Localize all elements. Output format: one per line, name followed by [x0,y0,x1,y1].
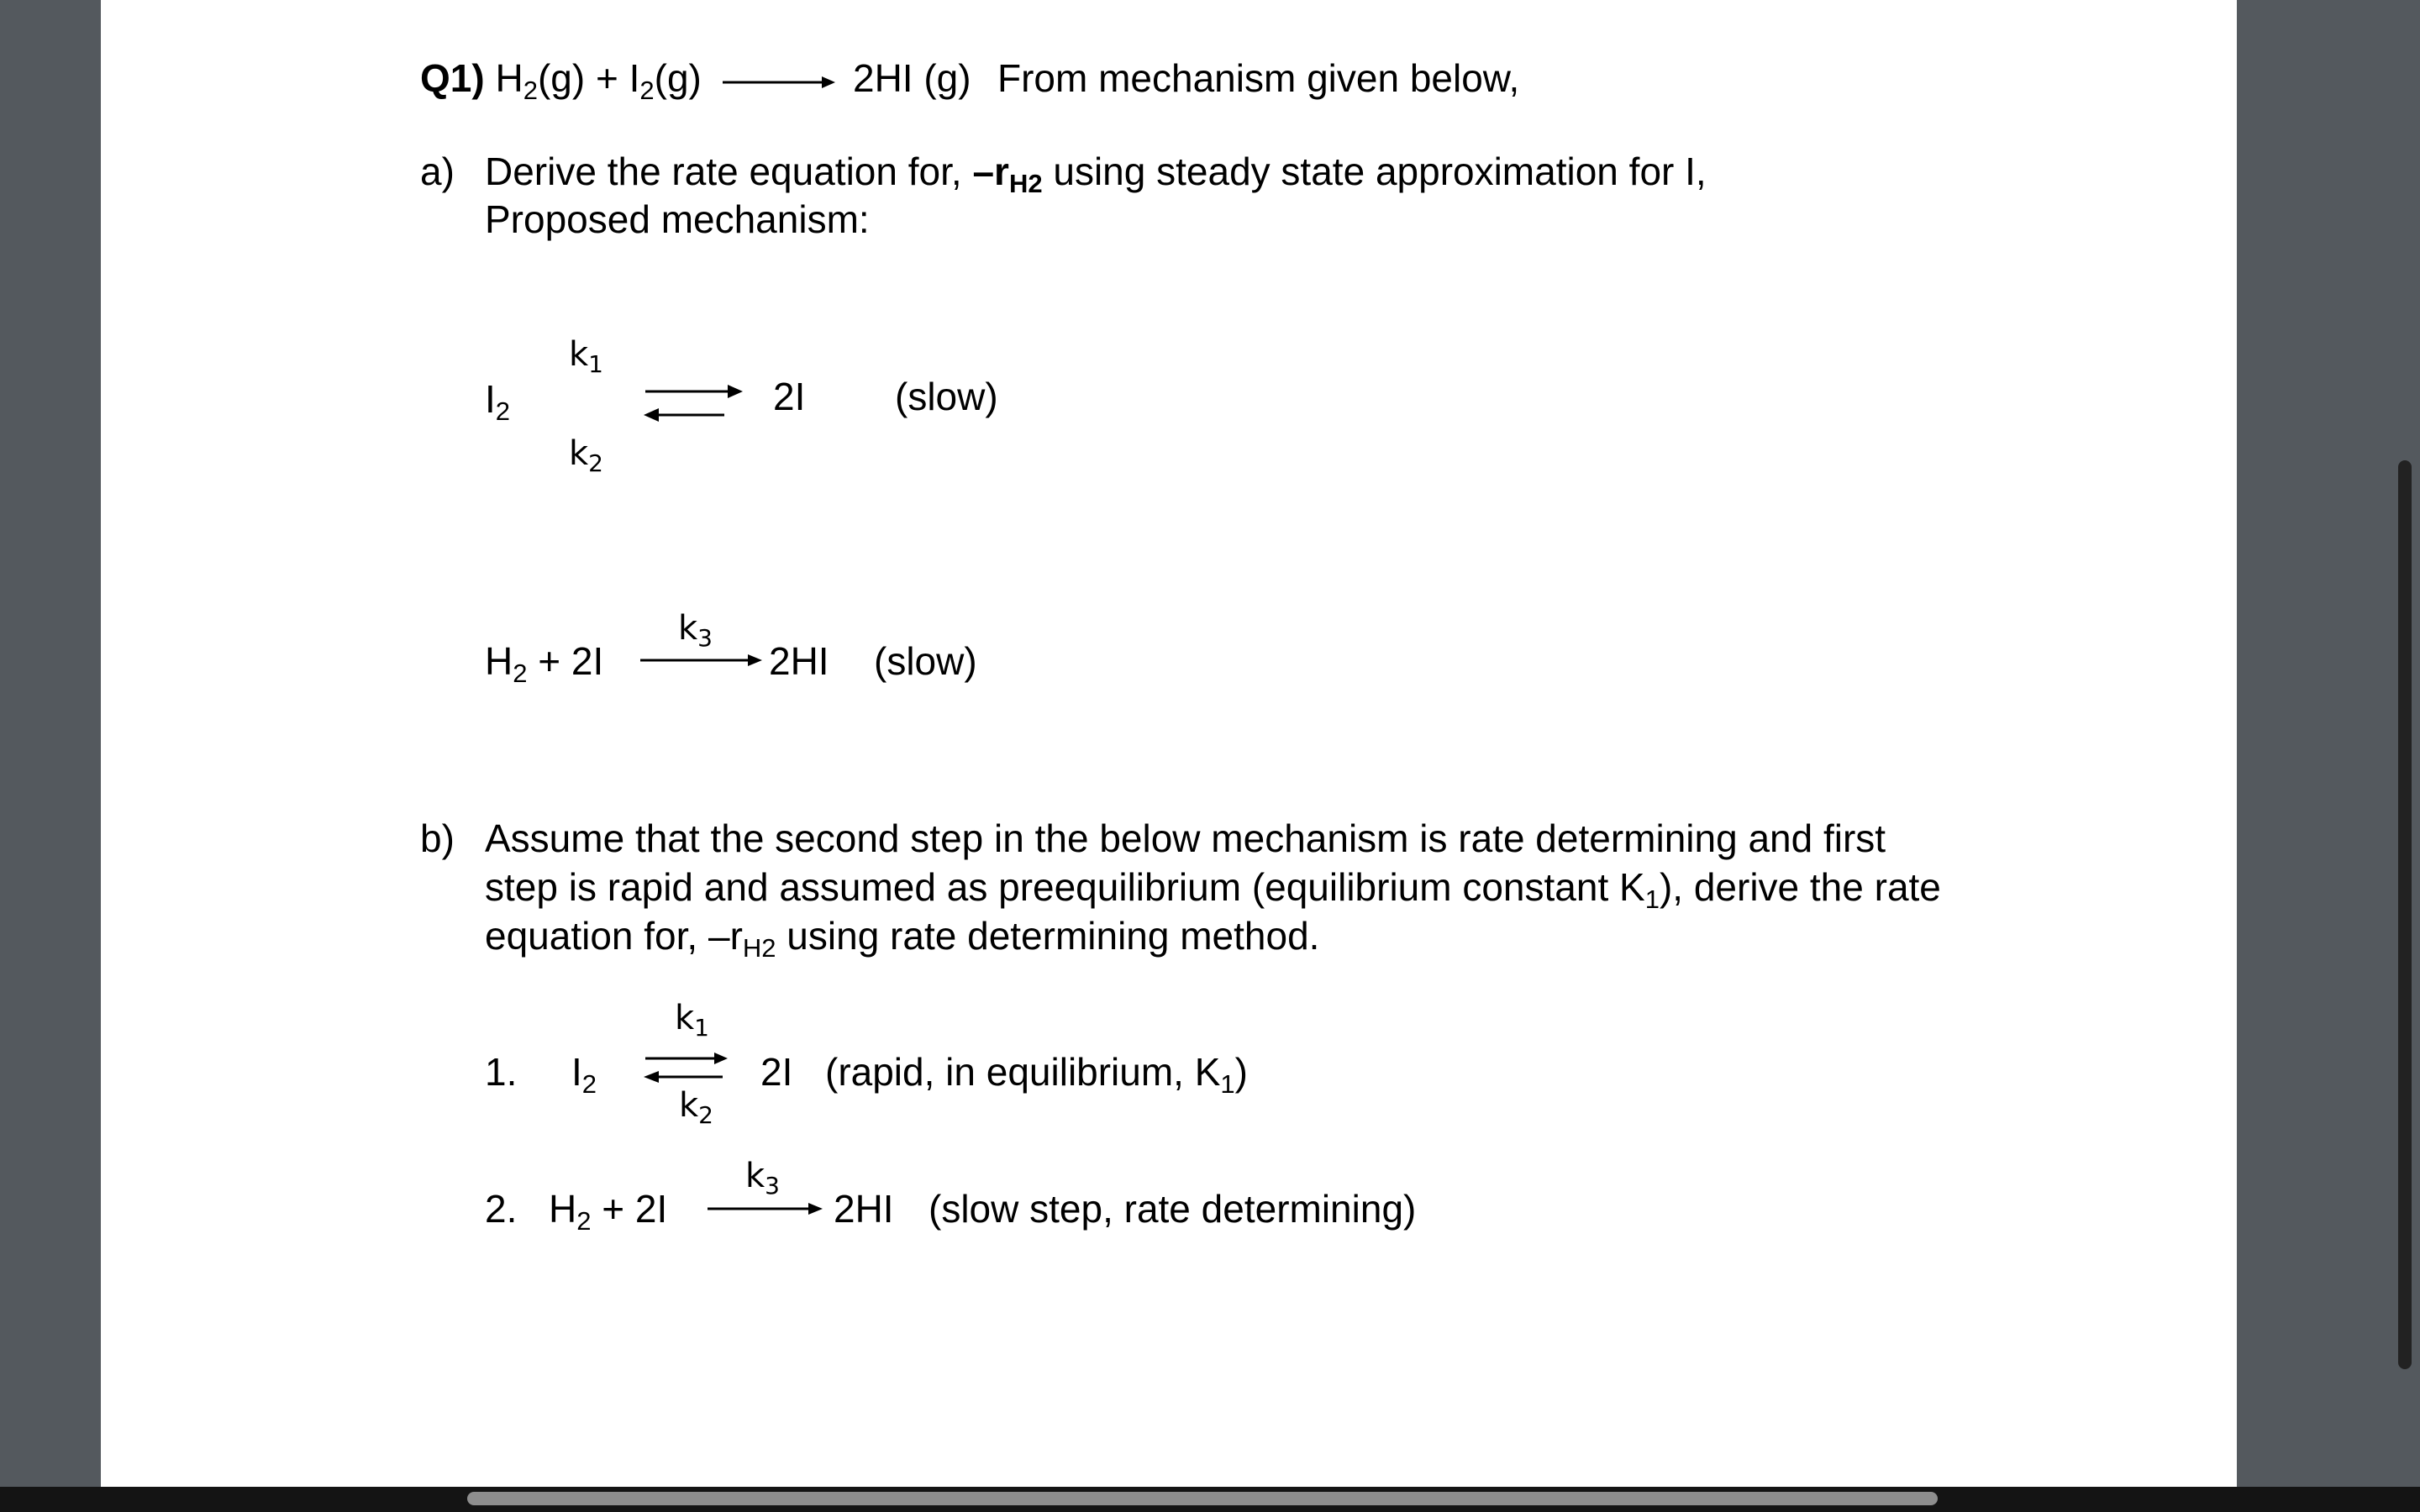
a-step2-note: (slow) [874,639,977,683]
a-step1-k-reverse: $k_2$ [569,434,603,477]
document-page [101,0,2237,1487]
q1-line [420,56,702,105]
b-step2-k: $k_3$ [745,1157,780,1200]
part-a-line2: Proposed mechanism: [485,197,870,241]
part-b-line2: step is rapid and assumed as preequilibrium (equilibrium constant K1), derive the rate [485,865,1941,914]
b-step1-note: (rapid, in equilibrium, K1) [825,1050,1248,1099]
part-b-line1: Assume that the second step in the below mechanism is rate determining and first [485,816,1886,860]
b-step2-number: 2. [485,1187,518,1231]
b-step1-reactant: I2 [571,1050,597,1099]
b-step1-product: 2I [760,1050,793,1094]
a-step1-equilibrium-arrows [639,383,748,422]
part-a-line1 [485,150,1707,198]
a-step2-k: $k_3$ [678,609,713,652]
b-step2-reactants: H2 + 2I [549,1187,668,1236]
horizontal-scrollbar-thumb[interactable] [467,1492,1938,1505]
b-step1-k-forward: $k_1$ [675,999,709,1042]
a-step1-note: (slow) [895,375,998,418]
q1-reaction-arrow [723,74,840,91]
part-a-marker: a) [420,150,455,193]
a-step1-product: 2I [773,375,806,418]
q1-i-sub: 2 [639,76,655,105]
b-step1-k-reverse: $k_2$ [679,1086,713,1129]
a-step1-k-forward: $k_1$ [569,335,603,378]
b-step2-product: 2HI [834,1187,894,1231]
vertical-scrollbar-thumb[interactable] [2398,460,2412,1369]
b-step2-arrow [708,1200,842,1217]
a-step1-reactant: I2 [485,377,511,426]
q1-text: From mechanism given below, [997,56,1520,100]
q1-product: 2HI (g) [853,56,971,100]
part-a-line1-post: using steady state approximation for I, [1042,150,1707,193]
q1-g1: (g) + I [537,56,640,100]
rate-sub: H2 [1008,169,1043,198]
q1-h-sub: 2 [523,76,538,105]
b-step1-equilibrium-arrows [639,1052,731,1085]
rate-r: –r [972,150,1009,193]
a-step2-product: 2HI [769,639,829,683]
q1-label: Q1) [420,56,485,100]
a-step2-arrow [640,652,775,669]
q1-g2: (g) [654,56,702,100]
part-b-line3: equation for, –rH2 using rate determining method. [485,914,1320,963]
a-step2-reactants: H2 + 2I [485,639,604,688]
part-b-marker: b) [420,816,455,860]
b-step2-note: (slow step, rate determining) [929,1187,1417,1231]
part-a-line1-pre: Derive the rate equation for, [485,150,973,193]
q1-h: H [495,56,523,100]
b-step1-number: 1. [485,1050,518,1094]
